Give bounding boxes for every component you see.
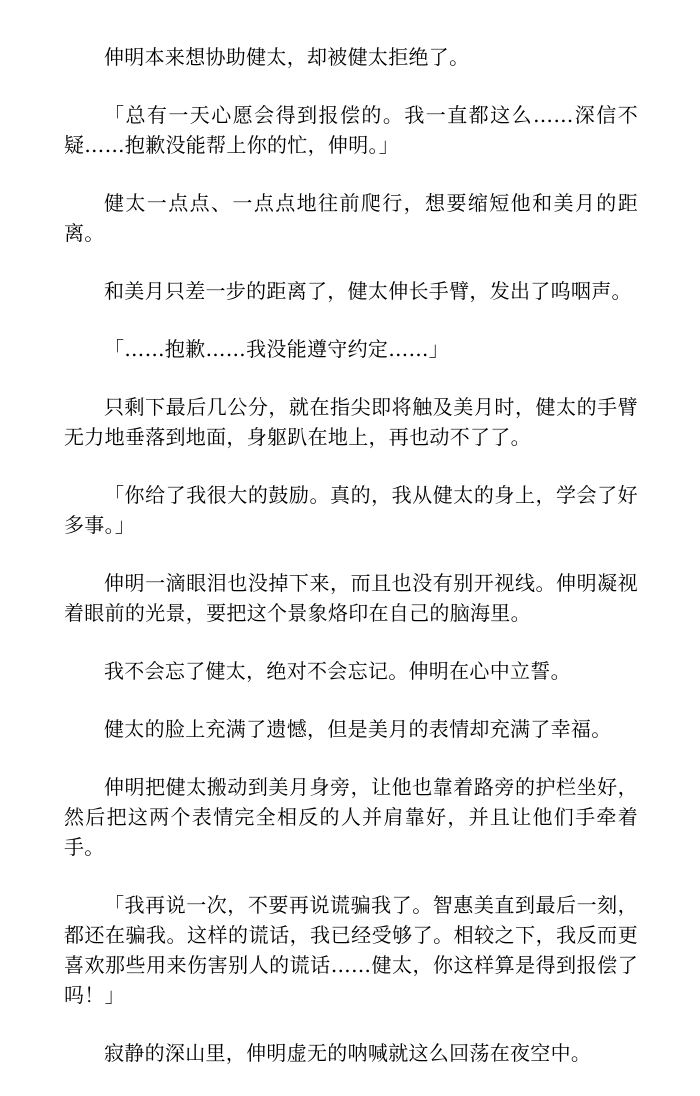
- dialogue-paragraph: 「总有一天心愿会得到报偿的。我一直都这么……深信不疑……抱歉没能帮上你的忙，伸明。」: [64, 103, 638, 157]
- dialogue-paragraph: 「我再说一次，不要再说谎骗我了。智惠美直到最后一刻，都还在骗我。这样的谎话，我已经受够了。相较之下，我反而更喜欢那些用来伤害别人的谎话……健太，你这样算是得到报偿了吗！」: [64, 893, 638, 1007]
- paragraph: 健太一点点、一点点地往前爬行，想要缩短他和美月的距离。: [64, 191, 638, 245]
- paragraph: 伸明本来想协助健太，却被健太拒绝了。: [104, 45, 470, 69]
- paragraph: 伸明一滴眼泪也没掉下来，而且也没有别开视线。伸明凝视着眼前的光景，要把这个景象烙印在自己的脑海里。: [64, 571, 638, 625]
- paragraph: 伸明把健太搬动到美月身旁，让他也靠着路旁的护栏坐好，然后把这两个表情完全相反的人并肩靠好，并且让他们手牵着手。: [64, 775, 638, 859]
- paragraph: 健太的脸上充满了遗憾，但是美月的表情却充满了幸福。: [104, 717, 612, 741]
- document-page: [64, 42, 638, 1096]
- paragraph: 和美月只差一步的距离了，健太伸长手臂，发出了呜咽声。: [104, 279, 632, 303]
- dialogue-paragraph: 「……抱歉……我没能遵守约定……」: [104, 337, 450, 361]
- dialogue-paragraph: 「你给了我很大的鼓励。真的，我从健太的身上，学会了好多事。」: [64, 483, 638, 537]
- paragraph: 只剩下最后几公分，就在指尖即将触及美月时，健太的手臂无力地垂落到地面，身躯趴在地上，再也动不了了。: [64, 395, 638, 449]
- paragraph: 我不会忘了健太，绝对不会忘记。伸明在心中立誓。: [104, 659, 571, 683]
- paragraph: 寂静的深山里，伸明虚无的呐喊就这么回荡在夜空中。: [104, 1041, 592, 1065]
